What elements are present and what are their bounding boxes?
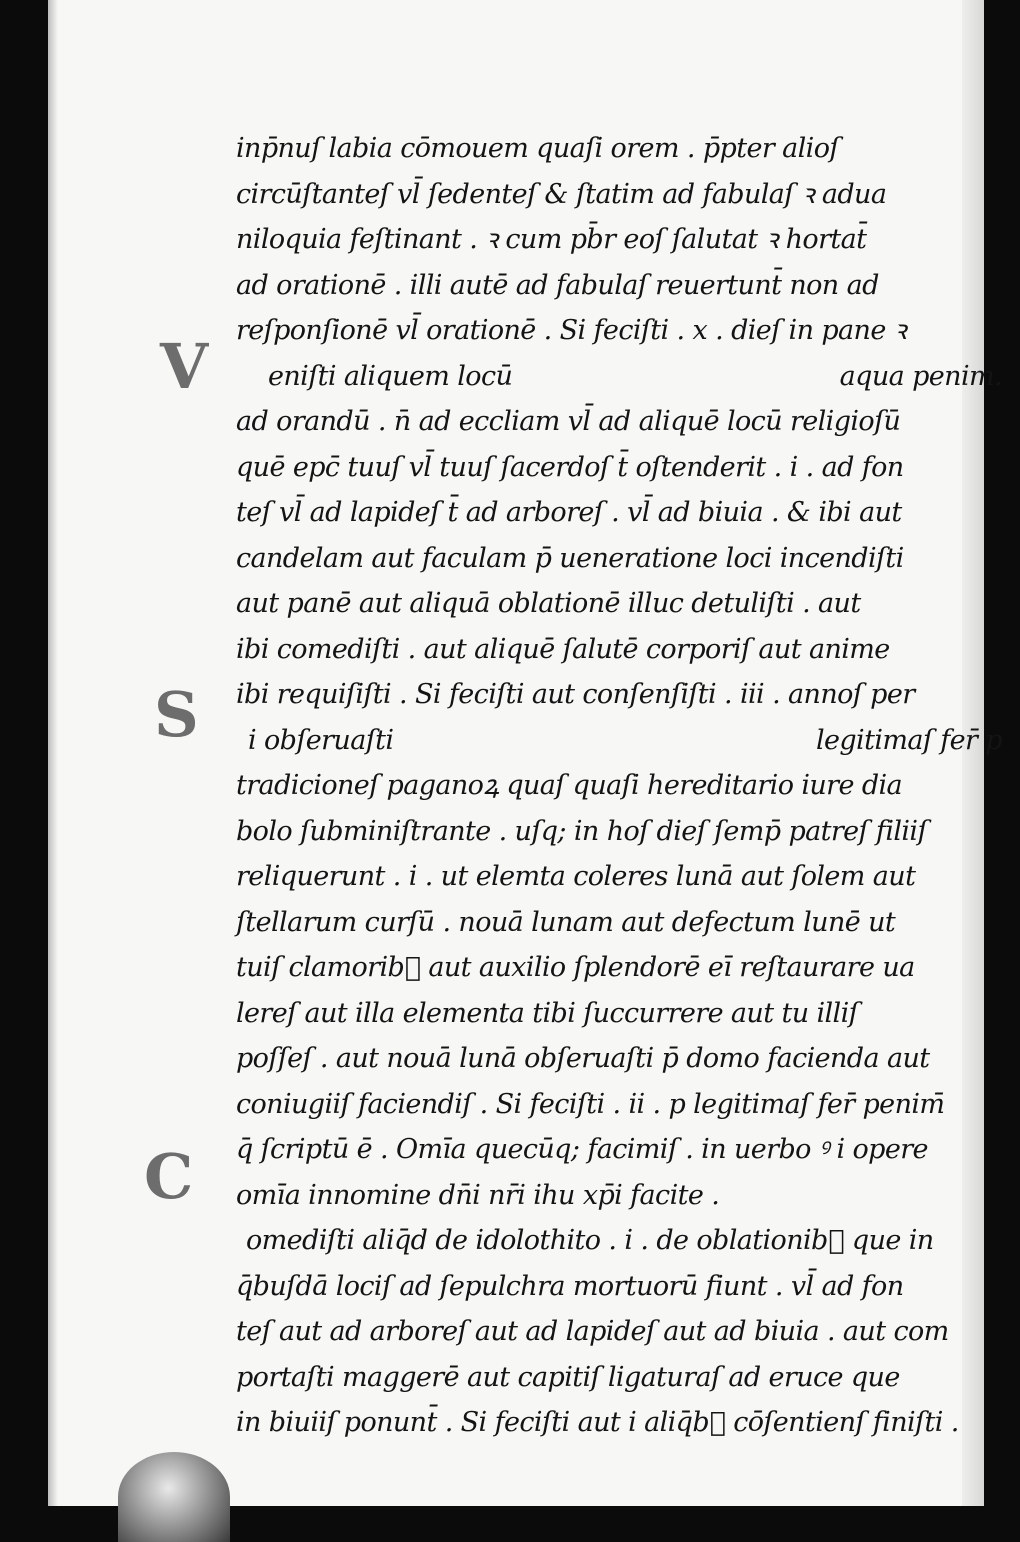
line-text: ibi requiſiſti . Si feciſti aut conſenſiſti . iii . annoſ per	[236, 679, 915, 710]
text-line-21	[236, 1036, 1020, 1082]
line-text: tuiſ clamorib᷒ aut auxilio ſplendorē eī reſtaurare ua	[236, 952, 915, 983]
line-text: bolo ſubminiſtrante . uſq; in hoſ dieſ ſemp̄ patreſ filiiſ	[236, 815, 927, 847]
line-text: teſ aut ad arboreſ aut ad lapideſ aut ad biuia . aut com	[236, 1316, 949, 1347]
line-text: tradicioneſ paganoꝝ quaſ quaſi hereditario iure dia	[236, 770, 903, 801]
line-text: eniſti aliquem locū	[268, 360, 513, 392]
decorated-initial-c: C	[144, 1140, 194, 1213]
line-text: ad orationē . illi autē ad fabulaſ reuertunt̄ non ad	[236, 269, 879, 301]
line-text: lereſ aut illa elementa tibi ſuccurrere aut tu illiſ	[236, 997, 859, 1029]
line-text: ibi comediſti . aut aliquē ſalutē corporiſ aut anime	[236, 633, 890, 665]
line-text: ſtellarum curſū . nouā lunam aut defectum lunē ut	[236, 906, 896, 938]
line-text: niloquia feſtinant . ꝛ cum pb̄r eoſ ſalutat ꝛ hortat̄	[236, 224, 867, 255]
text-line-17	[236, 854, 1020, 900]
line-text: portaſti maggerē aut capitiſ ligaturaſ ad eruce que	[236, 1361, 900, 1393]
line-text: poſſeſ . aut nouā lunā obſeruaſti p̄ domo facienda aut	[236, 1043, 930, 1074]
text-line-26	[236, 1264, 1020, 1310]
line-text: teſ vl̄ ad lapideſ t̄ ad arboreſ . vl̄ ad biuia . & ibi aut	[236, 497, 902, 528]
text-line-11	[236, 581, 1020, 627]
decorated-initial-v: V	[160, 330, 209, 403]
text-line-16	[236, 809, 1020, 855]
text-line-18	[236, 900, 1020, 946]
line-text: quē epc̄ tuuſ vl̄ tuuſ ſacerdoſ t̄ oſtenderit . i . ad fon	[236, 451, 904, 483]
text-line-14	[236, 718, 1020, 764]
line-text: i obſeruaſti	[248, 724, 394, 756]
text-line-20	[236, 991, 1020, 1037]
text-line-1	[236, 126, 1020, 172]
line-text: omediſti aliq̄d de idolothito . i . de oblationib᷒ que in	[246, 1225, 934, 1256]
text-line-24	[236, 1173, 1020, 1219]
text-line-25	[236, 1218, 1020, 1264]
text-line-22	[236, 1082, 1020, 1128]
text-line-15	[236, 763, 1020, 809]
text-line-2	[236, 172, 1020, 218]
line-text: circūſtanteſ vl̄ ſedenteſ & ſtatim ad fabulaſ ꝛ adua	[236, 178, 887, 210]
binding-shadow	[48, 0, 58, 1506]
line-text-right: aqua peniт.	[839, 360, 1002, 392]
line-text: aut panē aut aliquā oblationē illuc detuliſti . aut	[236, 588, 861, 619]
line-text: q̄ ſcriptū ē . Omīa quecūq; faciтiſ . in uerbo ꝰ i opere	[236, 1134, 928, 1165]
text-line-23	[236, 1127, 1020, 1173]
text-line-3	[236, 217, 1020, 263]
text-line-7	[236, 399, 1020, 445]
text-line-19	[236, 945, 1020, 991]
line-text-right: legitimaſ fer̄ p	[815, 724, 1002, 756]
line-text: omīa innomine dn̄i nr̄i ihu xp̄i facite .	[236, 1179, 720, 1211]
text-line-28	[236, 1355, 1020, 1401]
line-text: candelam aut faculam p̄ ueneratione loci incendiſti	[236, 542, 904, 574]
line-text: reſponſionē vl̄ orationē . Si feciſti . x . dieſ in pane ꝛ	[236, 315, 906, 346]
line-text: reliquerunt . i . ut elemta coleres lunā aut ſolem aut	[236, 861, 916, 892]
text-line-4	[236, 263, 1020, 309]
text-line-9	[236, 490, 1020, 536]
text-line-5	[236, 308, 1020, 354]
manuscript-text	[236, 126, 1020, 1446]
text-line-8	[236, 445, 1020, 491]
line-text: in biuiiſ ponunt̄ . Si feciſti aut i aliq̄b᷒ cōſentienſ finiſti .	[236, 1407, 959, 1438]
text-line-6	[236, 354, 1020, 400]
text-line-10	[236, 536, 1020, 582]
line-text: inp̄nuſ labia cōmouem quaſi orem . p̄pter alioſ	[236, 133, 839, 164]
text-line-29	[236, 1400, 1020, 1446]
line-text: q̄buſdā lociſ ad ſepulchra mortuorū fiunt . vl̄ ad fon	[236, 1270, 904, 1302]
text-line-12	[236, 627, 1020, 673]
line-text: ad orandū . n̄ ad eccliam vl̄ ad aliquē locū religioſū	[236, 406, 901, 437]
manuscript-page	[48, 0, 1002, 1506]
line-text: coniugiiſ faciendiſ . Si feciſti . ii . p legitimaſ fer̄ peniт̄	[236, 1088, 945, 1120]
decorated-initial-s: S	[154, 678, 199, 751]
text-line-27	[236, 1309, 1020, 1355]
thumb-at-page-bottom	[118, 1452, 230, 1542]
text-line-13	[236, 672, 1020, 718]
